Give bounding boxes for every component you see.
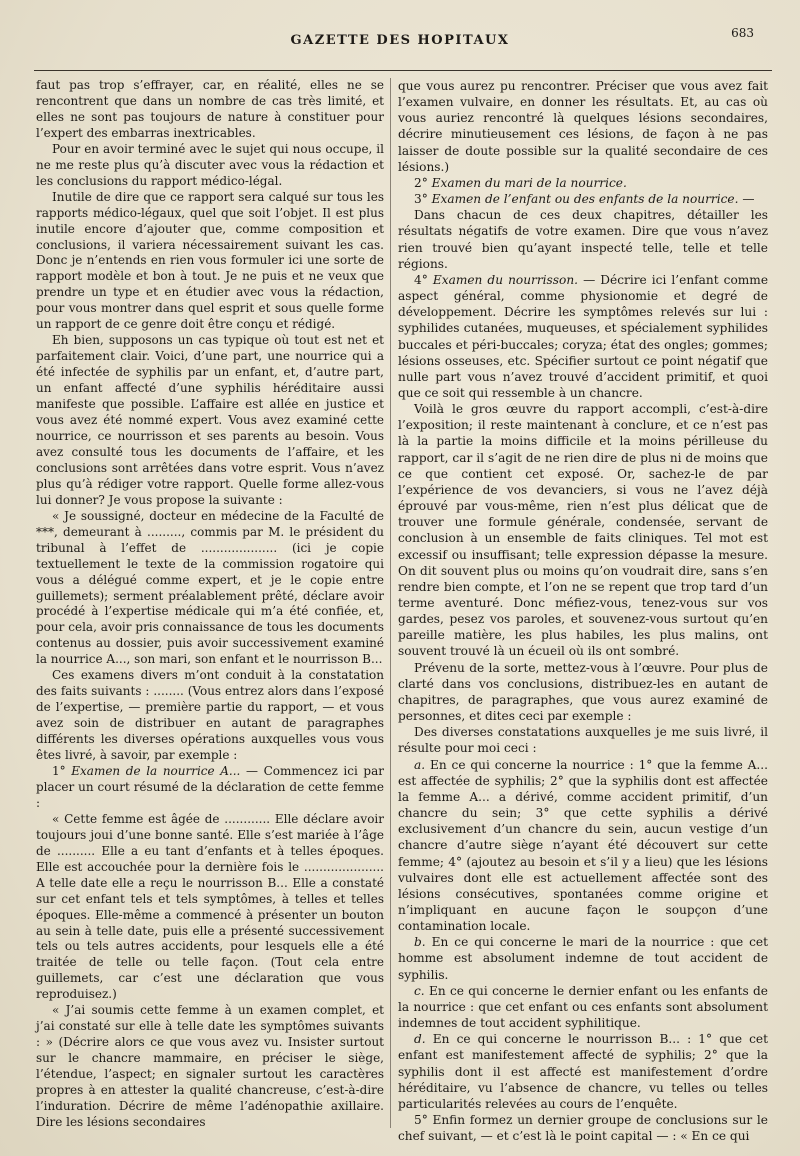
conclusion-item — [398, 983, 768, 1031]
page-number: 683 — [731, 26, 754, 40]
item-text: En ce qui concerne le dernier enfant ou les enfants de la nourrice : que cet enfant ou ces enfants sont absolument indemnes de tout accident syphilitique. — [398, 983, 768, 1031]
section-text: — Commencez ici par placer un court résumé de la déclaration de cette femme : — [36, 763, 384, 810]
section-heading-nurse — [36, 764, 384, 812]
paragraph: Eh bien, supposons un cas typique où tout est net et parfaitement clair. Voici, d’une part, une nourrice qui a été infectée de syphilis par un enfant, et, d’autre part, un enfant affecté d’une syphilis héréditaire aussi manifeste que possible. L’affaire est allée en justice et vous avez été nommé expert. Vous avez examiné cette nourrice, ce nourrisson et ses parents au besoin. Vous avez consulté tous les documents de l’affaire, et les conclusions sont arrêtées dans votre esprit. Vous n’avez plus qu’à rédiger votre rapport. Quelle forme allez-vous lui donner? Je vous propose la suivante : — [36, 333, 384, 507]
conclusion-item — [398, 934, 768, 982]
item-text: En ce qui concerne le mari de la nourrice : que cet homme est absolument indemne de tout accident de syphilis. — [398, 935, 768, 982]
page-header-title: GAZETTE DES HOPITAUX — [290, 33, 510, 48]
conclusion-item — [398, 757, 768, 935]
paragraph: que vous aurez pu rencontrer. Préciser que vous avez fait l’examen vulvaire, en donner les résultats. Et, au cas où vous auriez rencontré là quelques lésions secondaires, décrire minutieusement ces lésions, de façon à ne pas laisser de doute possible sur la qualité secondaire de ces lésions.) — [398, 79, 768, 174]
section-heading-infant — [398, 272, 768, 401]
header-rule — [34, 70, 772, 71]
item-text: En ce qui concerne la nourrice : 1° que la femme A... est affectée de syphilis; 2° que la syphilis dont est affectée la femme A... a dérivé, comme accident primitif, d’un chancre du sein; 3° que cette syphilis a dérivé exclusivement d’un chancre du sein, aucun vestige d’un chancre d’autre siège n’ayant été découvert sur cette femme; 4° (ajoutez au besoin et s’il y a lieu) que les lésions vulvaires dont elle est actuellement affectée sont des lésions consécutives, spontanées comme origine et n’impliquant en aucune façon le soupçon d’une contamination locale. — [398, 757, 768, 934]
paragraph: faut pas trop s’effrayer, car, en réalité, elles ne se rencontrent que dans un nombre de cas très limité, et elles ne sont pas toujours de nature à constituer pour l’expert des embarras inextricables. — [36, 78, 384, 140]
paragraph: Pour en avoir terminé avec le sujet qui nous occupe, il ne me reste plus qu’à discuter avec vous la rédaction et les conclusions du rapport médico-légal. — [36, 141, 384, 188]
paragraph: Ces examens divers m’ont conduit à la constatation des faits suivants : ........ (Vous entrez alors dans l’exposé de l’expertise, — première partie du rapport, — et vous avez soin de distribuer en autant de paragraphes différents les diverses opérations auxquelles vous vous êtes livré, à savoir, par exemple : — [36, 668, 384, 763]
paragraph: Dans chacun de ces deux chapitres, détailler les résultats négatifs de votre examen. Dire que vous n’avez rien trouvé bien qu’ayant inspecté telle, telle et telle régions. — [398, 208, 768, 271]
paragraph: Inutile de dire que ce rapport sera calqué sur tous les rapports médico-légaux, quel que soit l’objet. Il est plus inutile encore d’ajouter que, comme composition et conclusions, il variera nécessairement suivant les cas. Donc je n’entends en rien vous formuler ici une sorte de rapport modèle et bon à tout. Je ne puis et ne veux que prendre un type et en étudier avec vous la rédaction, pour vous montrer dans quel esprit et sous quelle forme un rapport de ce genre doit être conçu et rédigé. — [36, 189, 384, 332]
paragraph: « J’ai soumis cette femme à un examen complet, et j’ai constaté sur elle à telle date les symptômes suivants : » (Décrire alors ce que vous avez vu. Insister surtout sur le chancre mammaire, en préciser le siège, l’étendue, l’aspect; en signaler surtout les caractères propres à en attester la qualité chancreuse, c’est-à-dire l’induration. Décrire de même l’adénopathie axillaire. Dire les lésions secondaires — [36, 1003, 384, 1129]
section-number: 4° — [414, 272, 433, 287]
section-number: 3° — [414, 192, 432, 207]
conclusion-item — [398, 1031, 768, 1112]
item-text: En ce qui concerne le nourrisson B... : 1° que cet enfant est manifestement affecté de syphilis; 2° que la syphilis dont il est affecté est manifestement d’ordre héréditaire, vu l’absence de chancre, vu telles ou telles particularités relevées au cours de l’enquête. — [398, 1032, 768, 1111]
paragraph: 5° Enfin formez un dernier groupe de conclusions sur le chef suivant, — et c’est là le point capital — : « En ce qui — [398, 1113, 768, 1144]
paragraph: Des diverses constatations auxquelles je me suis livré, il résulte pour moi ceci : — [398, 725, 768, 756]
section-title: Examen de la nourrice A... — [71, 763, 241, 778]
section-text: — — [738, 192, 755, 207]
item-label: a. — [414, 757, 426, 772]
item-label: d. — [414, 1032, 426, 1047]
column-separator — [390, 78, 391, 1128]
section-title: Examen du mari de la nourrice. — [431, 175, 627, 190]
item-label: b. — [414, 935, 426, 950]
section-heading-children — [398, 191, 768, 207]
paragraph: Voilà le gros œuvre du rapport accompli, c’est-à-dire l’exposition; il reste maintenant à conclure, et ce n’est pas là la partie la moins difficile et la moins périlleuse du rapport, car il s’agit de ne rien dire de plus ni de moins que ce que contient cet exposé. Or, sachez-le de par l’expérience de vos devanciers, si vous ne l’avez déjà éprouvé par vous-même, rien n’est plus délicat que de trouver une formule générale, condensée, servant de conclusion à un ensemble de faits cliniques. Tel mot est excessif ou insuffisant; telle expression dépasse la mesure. On dit souvent plus ou moins qu’on voudrait dire, sans s’en rendre bien compte, et l’on ne se repent que trop tard d’un terme aventuré. Donc méfiez-vous, tenez-vous sur vos gardes, pesez vos paroles, et souvenez-vous surtout qu’en pareille matière, les plus habiles, les plus malins, ont souvent trouvé là un écueil où ils ont sombré. — [398, 402, 768, 659]
section-title: Examen du nourrisson. — [432, 272, 578, 287]
section-text: — Décrire ici l’enfant comme aspect général, comme physionomie et degré de développement. Décrire les symptômes relevés sur lui : syphilides cutanées, muqueuses, et spécialement syphilides buccales et péri-buccales; coryza; état des ongles; gommes; lésions osseuses, etc. Spécifier surtout ce point négatif que nulle part vous n’avez trouvé d’accident primitif, et quoi que ce soit qui ressemble à un chancre. — [398, 272, 769, 400]
paragraph: « Je soussigné, docteur en médecine de la Faculté de ***, demeurant à ........., commis par M. le président du tribunal à l’effet de .................... (ici je copie textuellement le texte de la commission rogatoire qui vous a délégué comme expert, et je le copie entre guillemets); serment préalablement prêté, déclare avoir procédé à l’expertise médicale qui m’a été confiée, et, pour cela, avoir pris connaissance de tous les documents contenus au dossier, puis avoir successivement examiné la nourrice A..., son mari, son enfant et le nourrisson B... — [36, 508, 384, 667]
right-column — [398, 78, 768, 1144]
paragraph: Prévenu de la sorte, mettez-vous à l’œuvre. Pour plus de clarté dans vos conclusions, distribuez-les en autant de chapitres, de paragraphes, que vous aurez examiné de personnes, et dites ceci par exemple : — [398, 660, 768, 724]
section-title: Examen de l’enfant ou des enfants de la nourrice. — [431, 192, 739, 207]
left-column — [36, 78, 384, 1131]
section-heading-husband — [398, 175, 768, 191]
section-number: 2° — [414, 175, 432, 190]
paragraph: « Cette femme est âgée de ............ Elle déclare avoir toujours joui d’une bonne santé. Elle s’est mariée à l’âge de .......... Elle a eu tant d’enfants et à telles époques. Elle est accouchée pour la dernière fois le ..................... A telle date elle a reçu le nourrisson B... Elle a constaté sur cet enfant tels et tels symptômes, à telles et telles époques. Elle-même a commencé à présenter un bouton au sein à telle date, puis elle a présenté successivement tels ou tels autres accidents, pour lesquels elle a été traitée de telle ou telle façon. (Tout cela entre guillemets, car c’est une déclaration que vous reproduisez.) — [36, 811, 384, 1002]
item-label: c. — [414, 983, 425, 998]
section-number: 1° — [52, 763, 72, 778]
